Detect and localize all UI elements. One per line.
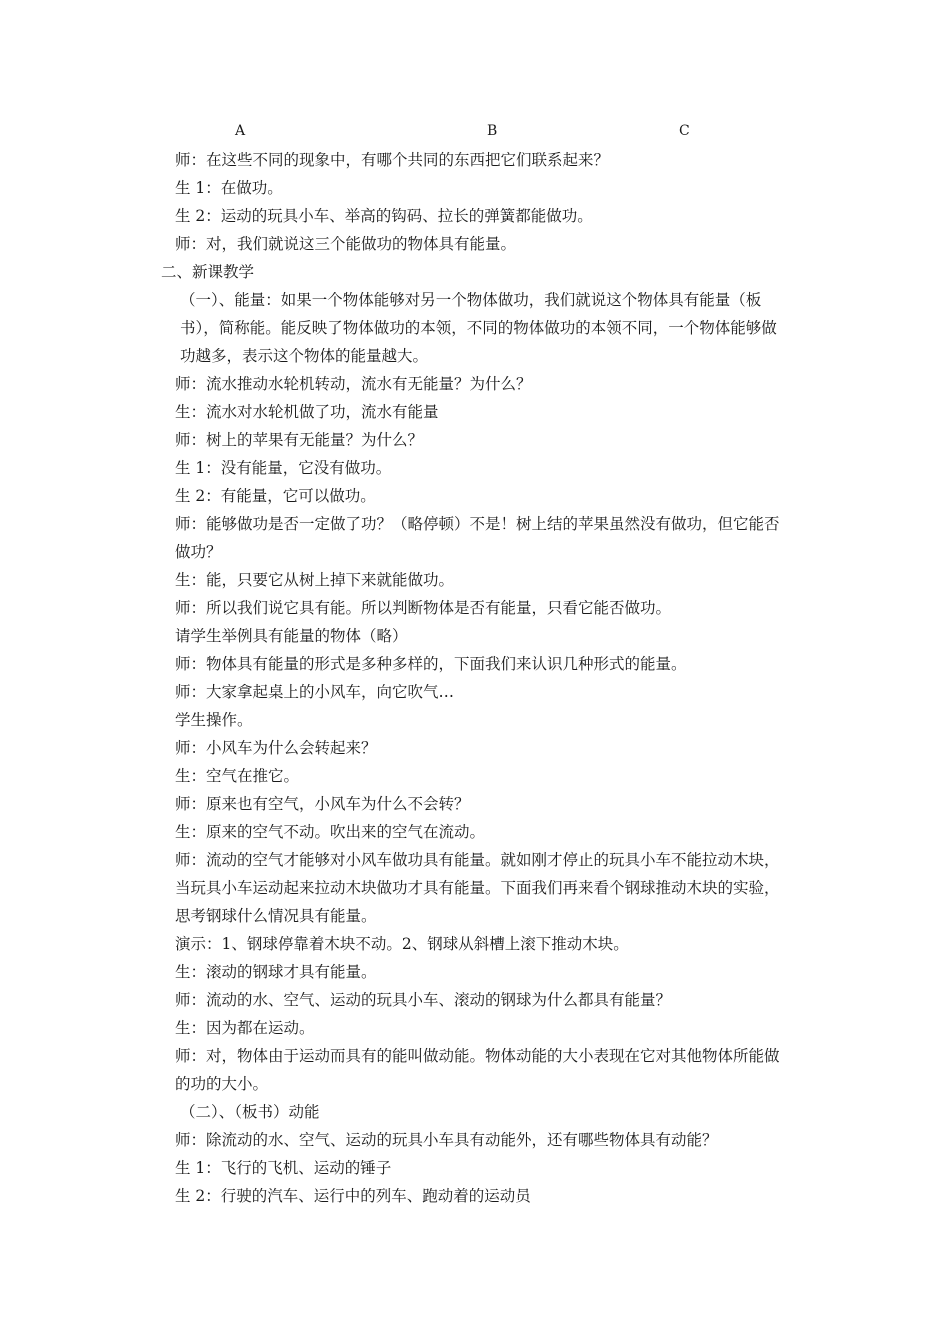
dialogue-paragraph: 师：流动的空气才能够对小风车做功具有能量。就如刚才停止的玩具小车不能拉动木块，当玩具小车运动起来拉动木块做功才具有能量。下面我们再来看个钢球推动木块的实验，思考钢球什么情况具有能量。 — [175, 851, 780, 925]
dialogue-paragraph: 请学生举例具有能量的物体（略） — [175, 627, 408, 645]
dialogue-paragraph: 师：在这些不同的现象中，有哪个共同的东西把它们联系起来？ — [175, 151, 610, 169]
section-heading: 二、新课教学 — [161, 263, 255, 281]
dialogue-paragraph: 师：除流动的水、空气、运动的玩具小车具有动能外，还有哪些物体具有动能？ — [175, 1131, 718, 1149]
dialogue-paragraph: 生 2：有能量，它可以做功。 — [175, 487, 376, 505]
dialogue-paragraph: 生：空气在推它。 — [175, 767, 300, 785]
figure-labels — [0, 123, 950, 143]
dialogue-paragraph: 师：对，我们就说这三个能做功的物体具有能量。 — [175, 235, 517, 253]
dialogue-paragraph: 生 1：在做功。 — [175, 179, 283, 197]
dialogue-paragraph: 师：能够做功是否一定做了功？（略停顿）不是！树上结的苹果虽然没有做功，但它能否做功？ — [175, 515, 780, 561]
dialogue-paragraph: 生 1：飞行的飞机、运动的锤子 — [175, 1159, 392, 1177]
figure-label-c: C — [679, 123, 690, 139]
dialogue-paragraph: 生 1：没有能量，它没有做功。 — [175, 459, 392, 477]
dialogue-paragraph: 生：原来的空气不动。吹出来的空气在流动。 — [175, 823, 486, 841]
dialogue-paragraph: 师：小风车为什么会转起来？ — [175, 739, 377, 757]
dialogue-paragraph: 生：能，只要它从树上掉下来就能做功。 — [175, 571, 455, 589]
dialogue-paragraph: 生：因为都在运动。 — [175, 1019, 315, 1037]
dialogue-paragraph: 学生操作。 — [175, 711, 253, 729]
dialogue-paragraph: 师：大家拿起桌上的小风车，向它吹气… — [175, 683, 455, 701]
dialogue-paragraph: 生：滚动的钢球才具有能量。 — [175, 963, 377, 981]
dialogue-paragraph: 师：树上的苹果有无能量？为什么？ — [175, 431, 424, 449]
lesson-body-text — [161, 146, 787, 1210]
dialogue-paragraph: 师：物体具有能量的形式是多种多样的，下面我们来认识几种形式的能量。 — [175, 655, 687, 673]
dialogue-paragraph: 师：对，物体由于运动而具有的能叫做动能。物体动能的大小表现在它对其他物体所能做的功的大小。 — [175, 1047, 780, 1093]
dialogue-paragraph: 生 2：运动的玩具小车、举高的钩码、拉长的弹簧都能做功。 — [175, 207, 593, 225]
figure-label-b: B — [487, 123, 498, 139]
dialogue-paragraph: 师：流水推动水轮机转动，流水有无能量？为什么？ — [175, 375, 532, 393]
dialogue-paragraph: 演示：1、钢球停靠着木块不动。2、钢球从斜槽上滚下推动木块。 — [175, 935, 629, 953]
dialogue-paragraph: （二）、（板书）动能 — [180, 1103, 320, 1121]
figure-label-a: A — [235, 123, 246, 139]
dialogue-paragraph: 师：流动的水、空气、运动的玩具小车、滚动的钢球为什么都具有能量？ — [175, 991, 672, 1009]
dialogue-paragraph: 生：流水对水轮机做了功，流水有能量 — [175, 403, 439, 421]
dialogue-paragraph: 师：所以我们说它具有能。所以判断物体是否有能量，只看它能否做功。 — [175, 599, 672, 617]
dialogue-paragraph: 师：原来也有空气，小风车为什么不会转？ — [175, 795, 470, 813]
dialogue-paragraph: （一）、能量：如果一个物体能够对另一个物体做功，我们就说这个物体具有能量（板书），简称能。能反映了物体做功的本领，不同的物体做功的本领不同，一个物体能够做功越多，表示这个物体的能量越大。 — [180, 291, 777, 365]
dialogue-paragraph: 生 2：行驶的汽车、运行中的列车、跑动着的运动员 — [175, 1187, 531, 1205]
